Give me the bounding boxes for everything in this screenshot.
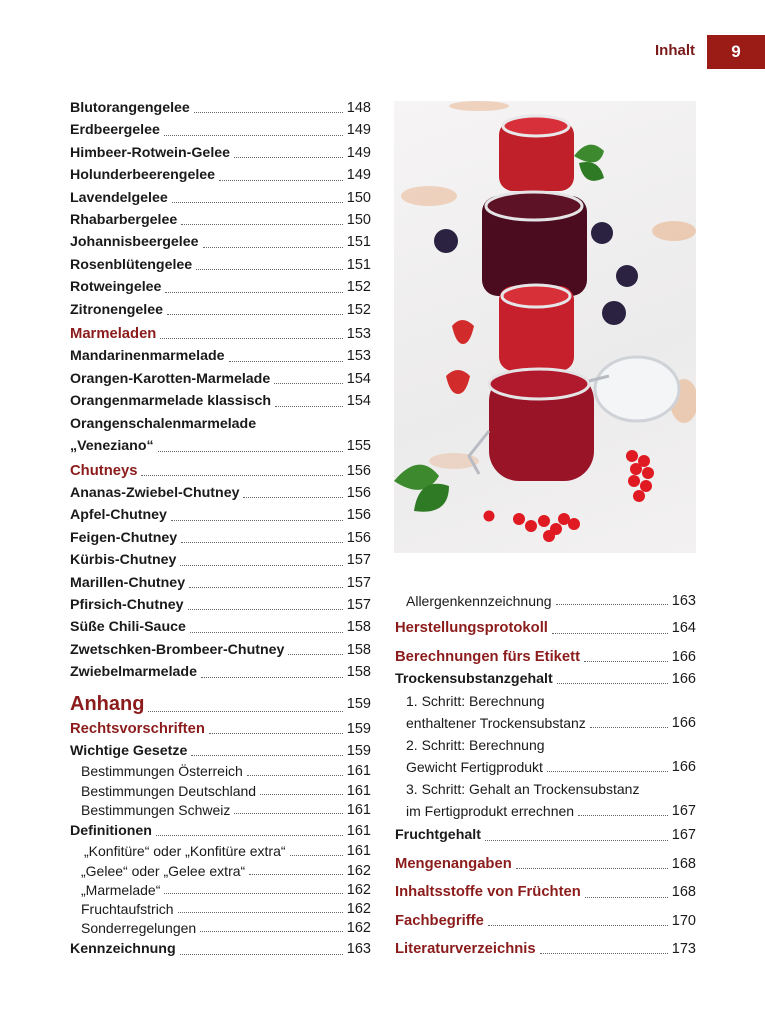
toc-section-heading[interactable] xyxy=(395,617,696,639)
toc-section-heading[interactable] xyxy=(70,718,371,740)
toc-entry-page: 166 xyxy=(671,648,696,665)
toc-section-title: Fachbegriffe xyxy=(395,912,484,929)
toc-entry-page: 149 xyxy=(346,122,371,139)
toc-entry-title: Fruchtgehalt xyxy=(395,827,481,844)
toc-entry-page: 162 xyxy=(346,862,371,879)
toc-entry[interactable] xyxy=(70,661,371,683)
toc-entry[interactable] xyxy=(70,231,371,253)
toc-subentry-title: „Marmelade“ xyxy=(81,881,161,898)
leader-dots xyxy=(234,157,343,158)
leader-dots xyxy=(189,587,343,588)
jam-jars-photo xyxy=(394,101,696,553)
toc-subentry[interactable] xyxy=(395,592,696,611)
toc-entry-title: Orangen-Karotten-Marmelade xyxy=(70,370,271,387)
leader-dots xyxy=(288,654,342,655)
toc-entry-page: 163 xyxy=(346,941,371,958)
leader-dots xyxy=(485,840,668,841)
toc-entry-page: 159 xyxy=(346,720,371,737)
leader-dots xyxy=(274,383,343,384)
leader-dots xyxy=(167,314,343,315)
toc-subentry-title: Bestimmungen Deutschland xyxy=(81,782,257,799)
leader-dots xyxy=(547,771,668,772)
toc-subentry-title: Fruchtaufstrich xyxy=(81,901,174,917)
toc-entry-title: Zwiebelmarmelade xyxy=(70,664,197,681)
leader-dots xyxy=(171,520,343,521)
toc-entry-title: Rhabarbergelee xyxy=(70,212,178,229)
toc-entry[interactable] xyxy=(70,97,371,119)
toc-entry-title: Johannisbeergelee xyxy=(70,234,199,251)
toc-entry[interactable] xyxy=(70,142,371,164)
toc-subentry-title-line1: 1. Schritt: Berechnung xyxy=(406,693,545,710)
leader-dots xyxy=(557,683,668,684)
toc-entry-page: 158 xyxy=(346,619,371,636)
toc-entry-page: 159 xyxy=(346,695,371,712)
toc-entry[interactable] xyxy=(70,616,371,638)
page-number: 9 xyxy=(731,42,741,61)
toc-entry[interactable] xyxy=(70,390,371,412)
toc-subentry[interactable] xyxy=(70,801,371,820)
leader-dots xyxy=(209,733,343,734)
toc-entry-page: 153 xyxy=(346,326,371,343)
toc-entry[interactable] xyxy=(70,549,371,571)
toc-entry-title: Ananas-Zwiebel-Chutney xyxy=(70,484,240,501)
leader-dots xyxy=(200,931,343,932)
toc-section-title: Herstellungsprotokoll xyxy=(395,620,548,637)
toc-entry-page: 167 xyxy=(671,803,696,820)
toc-entry-page: 150 xyxy=(346,212,371,229)
toc-subentry[interactable] xyxy=(70,862,371,881)
leader-dots xyxy=(516,868,668,869)
toc-subentry-title-line2: enthaltener Trockensubstanz xyxy=(406,715,586,732)
toc-entry-page: 149 xyxy=(346,167,371,184)
toc-entry-page: 158 xyxy=(346,664,371,681)
leader-dots xyxy=(196,269,343,270)
toc-entry-page: 154 xyxy=(346,370,371,387)
toc-entry[interactable] xyxy=(70,413,371,458)
leader-dots xyxy=(180,565,342,566)
toc-subentry[interactable] xyxy=(395,734,696,778)
toc-entry-page: 148 xyxy=(346,100,371,116)
toc-entry[interactable] xyxy=(70,164,371,186)
toc-entry-page: 164 xyxy=(671,620,696,637)
toc-entry-title: Orangenmarmelade klassisch xyxy=(70,393,272,410)
toc-entry-page: 173 xyxy=(671,941,696,958)
leader-dots xyxy=(249,874,343,875)
leader-dots xyxy=(156,835,343,836)
leader-dots xyxy=(172,202,343,203)
toc-subentry[interactable] xyxy=(70,782,371,801)
toc-entry-title: Rotweingelee xyxy=(70,279,162,296)
toc-entry-page: 166 xyxy=(671,715,696,732)
toc-entry-title: Blutorangengelee xyxy=(70,100,190,116)
toc-entry-page: 156 xyxy=(346,529,371,546)
toc-section-title: Marmeladen xyxy=(70,326,157,343)
toc-subentry[interactable] xyxy=(70,762,371,781)
toc-entry-page: 166 xyxy=(671,671,696,688)
toc-section-title: Inhaltsstoffe von Früchten xyxy=(395,884,581,901)
toc-section-heading[interactable] xyxy=(395,881,696,903)
leader-dots xyxy=(540,953,668,954)
leader-dots xyxy=(275,406,343,407)
toc-subentry-title: Bestimmungen Schweiz xyxy=(81,801,231,818)
toc-entry-title: Marillen-Chutney xyxy=(70,574,186,591)
toc-entry-title: Zwetschken-Brombeer-Chutney xyxy=(70,641,285,658)
toc-entry-title: Himbeer-Rotwein-Gelee xyxy=(70,144,231,161)
toc-subentry-title: Allergenkennzeichnung xyxy=(406,593,552,609)
toc-entry-title: Kürbis-Chutney xyxy=(70,552,177,569)
leader-dots xyxy=(165,292,342,293)
leader-dots xyxy=(247,775,343,776)
leader-dots xyxy=(164,893,342,894)
toc-right-column xyxy=(395,592,696,960)
toc-entry-page: 168 xyxy=(671,884,696,901)
toc-section-heading[interactable] xyxy=(395,938,696,960)
running-header-label: Inhalt xyxy=(655,42,695,59)
toc-entry-page: 161 xyxy=(346,822,371,839)
leader-dots xyxy=(590,727,668,728)
toc-entry-page: 154 xyxy=(346,393,371,410)
toc-subentry-title-line1: 2. Schritt: Berechnung xyxy=(406,737,545,754)
toc-subentry[interactable] xyxy=(70,919,371,938)
toc-entry-title: Wichtige Gesetze xyxy=(70,742,188,759)
toc-section-heading[interactable] xyxy=(395,853,696,875)
toc-entry[interactable] xyxy=(70,504,371,526)
toc-entry[interactable] xyxy=(70,368,371,390)
toc-entry[interactable] xyxy=(70,740,371,762)
toc-entry-page: 162 xyxy=(346,920,371,937)
toc-entry[interactable] xyxy=(395,824,696,846)
leader-dots xyxy=(585,897,668,898)
toc-section-title: Berechnungen fürs Etikett xyxy=(395,648,580,665)
toc-entry-page: 166 xyxy=(671,759,696,776)
toc-entry-title: Pfirsich-Chutney xyxy=(70,596,184,613)
leader-dots xyxy=(180,954,343,955)
leader-dots xyxy=(191,755,342,756)
toc-entry-page: 158 xyxy=(346,641,371,658)
leader-dots xyxy=(194,112,343,113)
toc-entry-title: Lavendelgelee xyxy=(70,189,168,206)
toc-entry-page: 161 xyxy=(346,843,371,860)
toc-entry-title-line1: Orangenschalenmarmelade xyxy=(70,415,257,432)
toc-chapter-title: Anhang xyxy=(70,692,145,715)
toc-entry[interactable] xyxy=(70,345,371,367)
leader-dots xyxy=(219,180,343,181)
toc-entry[interactable] xyxy=(70,209,371,231)
leader-dots xyxy=(181,224,343,225)
toc-entry-title: Rosenblütengelee xyxy=(70,256,193,273)
leader-dots xyxy=(260,794,343,795)
toc-entry-page: 152 xyxy=(346,301,371,318)
toc-entry-page: 168 xyxy=(671,855,696,872)
toc-entry[interactable] xyxy=(70,276,371,298)
toc-entry-page: 161 xyxy=(346,801,371,818)
toc-section-heading[interactable] xyxy=(395,910,696,932)
toc-subentry-title: Sonderregelungen xyxy=(81,920,197,937)
jam-jars-illustration xyxy=(394,101,696,553)
leader-dots xyxy=(148,711,342,712)
toc-entry[interactable] xyxy=(70,187,371,209)
toc-entry-page: 157 xyxy=(346,552,371,569)
toc-entry-title: Feigen-Chutney xyxy=(70,529,178,546)
toc-entry-title: Apfel-Chutney xyxy=(70,507,167,524)
leader-dots xyxy=(488,925,668,926)
leader-dots xyxy=(181,542,343,543)
toc-entry-page: 151 xyxy=(346,256,371,273)
toc-entry-title: Kennzeichnung xyxy=(70,941,176,958)
toc-entry[interactable] xyxy=(70,820,371,842)
toc-subentry[interactable] xyxy=(395,778,696,822)
toc-entry-page: 150 xyxy=(346,189,371,206)
toc-entry-page: 159 xyxy=(346,742,371,759)
toc-entry[interactable] xyxy=(70,119,371,141)
toc-entry-page: 156 xyxy=(346,507,371,524)
toc-entry-title: Erdbeergelee xyxy=(70,122,160,139)
toc-subentry[interactable] xyxy=(70,881,371,900)
toc-left-column xyxy=(70,97,371,961)
toc-entry-page: 161 xyxy=(346,763,371,780)
leader-dots xyxy=(552,633,668,634)
leader-dots xyxy=(188,609,343,610)
toc-entry-title: Mandarinenmarmelade xyxy=(70,348,225,365)
toc-section-title: Chutneys xyxy=(70,462,138,479)
toc-entry[interactable] xyxy=(70,594,371,616)
toc-subentry-title: „Gelee“ oder „Gelee extra“ xyxy=(81,862,246,879)
toc-entry[interactable] xyxy=(70,639,371,661)
toc-section-title: Mengenangaben xyxy=(395,855,512,872)
toc-entry[interactable] xyxy=(70,482,371,504)
leader-dots xyxy=(164,135,343,136)
toc-entry-title: Definitionen xyxy=(70,822,152,839)
toc-entry-page: 151 xyxy=(346,234,371,251)
leader-dots xyxy=(584,661,668,662)
leader-dots xyxy=(229,361,343,362)
toc-subentry-title-line2: im Fertigprodukt errechnen xyxy=(406,803,575,820)
toc-entry-page: 157 xyxy=(346,596,371,613)
toc-entry-page: 162 xyxy=(346,901,371,917)
leader-dots xyxy=(178,912,343,913)
toc-entry-page: 167 xyxy=(671,827,696,844)
toc-entry[interactable] xyxy=(395,668,696,690)
toc-subentry-title: Bestimmungen Österreich xyxy=(81,763,243,780)
toc-subentry[interactable] xyxy=(395,690,696,734)
toc-entry-page: 163 xyxy=(671,593,696,609)
toc-entry-title: Trockensubstanzgehalt xyxy=(395,671,553,688)
toc-entry-page: 156 xyxy=(346,484,371,501)
toc-entry-page: 161 xyxy=(346,782,371,799)
leader-dots xyxy=(243,497,342,498)
toc-subentry[interactable] xyxy=(70,900,371,919)
leader-dots xyxy=(201,677,343,678)
toc-subentry-title-line2: Gewicht Fertigprodukt xyxy=(406,759,543,776)
toc-entry[interactable] xyxy=(70,938,371,960)
leader-dots xyxy=(190,632,343,633)
toc-subentry[interactable] xyxy=(70,842,371,861)
toc-entry-page: 153 xyxy=(346,348,371,365)
toc-entry[interactable] xyxy=(70,527,371,549)
toc-entry[interactable] xyxy=(70,254,371,276)
toc-entry-title: Zitronengelee xyxy=(70,301,164,318)
toc-chapter-heading[interactable] xyxy=(70,690,371,718)
toc-entry-title: Süße Chili-Sauce xyxy=(70,619,186,636)
leader-dots xyxy=(556,604,668,605)
toc-subentry-title-line1: 3. Schritt: Gehalt an Trockensubstanz xyxy=(406,781,640,798)
toc-entry-page: 149 xyxy=(346,144,371,161)
page-number-tab xyxy=(707,35,765,69)
toc-subentry-title: „Konfitüre“ oder „Konfitüre extra“ xyxy=(84,843,286,860)
toc-entry-page: 155 xyxy=(346,438,371,455)
leader-dots xyxy=(141,475,342,476)
toc-entry-page: 157 xyxy=(346,574,371,591)
toc-section-heading[interactable] xyxy=(395,646,696,668)
toc-entry[interactable] xyxy=(70,572,371,594)
toc-section-title: Literaturverzeichnis xyxy=(395,941,536,958)
leader-dots xyxy=(203,247,343,248)
toc-section-heading[interactable] xyxy=(70,460,371,482)
toc-section-heading[interactable] xyxy=(70,323,371,345)
toc-entry[interactable] xyxy=(70,299,371,321)
toc-entry-page: 152 xyxy=(346,279,371,296)
leader-dots xyxy=(578,815,668,816)
leader-dots xyxy=(234,813,342,814)
toc-entry-page: 162 xyxy=(346,881,371,898)
toc-entry-page: 170 xyxy=(671,912,696,929)
toc-entry-title-line2: „Veneziano“ xyxy=(70,438,154,455)
leader-dots xyxy=(290,855,343,856)
toc-entry-page: 156 xyxy=(346,462,371,479)
toc-section-title: Rechtsvorschriften xyxy=(70,720,205,737)
toc-entry-title: Holunderbeerengelee xyxy=(70,167,216,184)
leader-dots xyxy=(160,338,342,339)
leader-dots xyxy=(158,451,343,452)
